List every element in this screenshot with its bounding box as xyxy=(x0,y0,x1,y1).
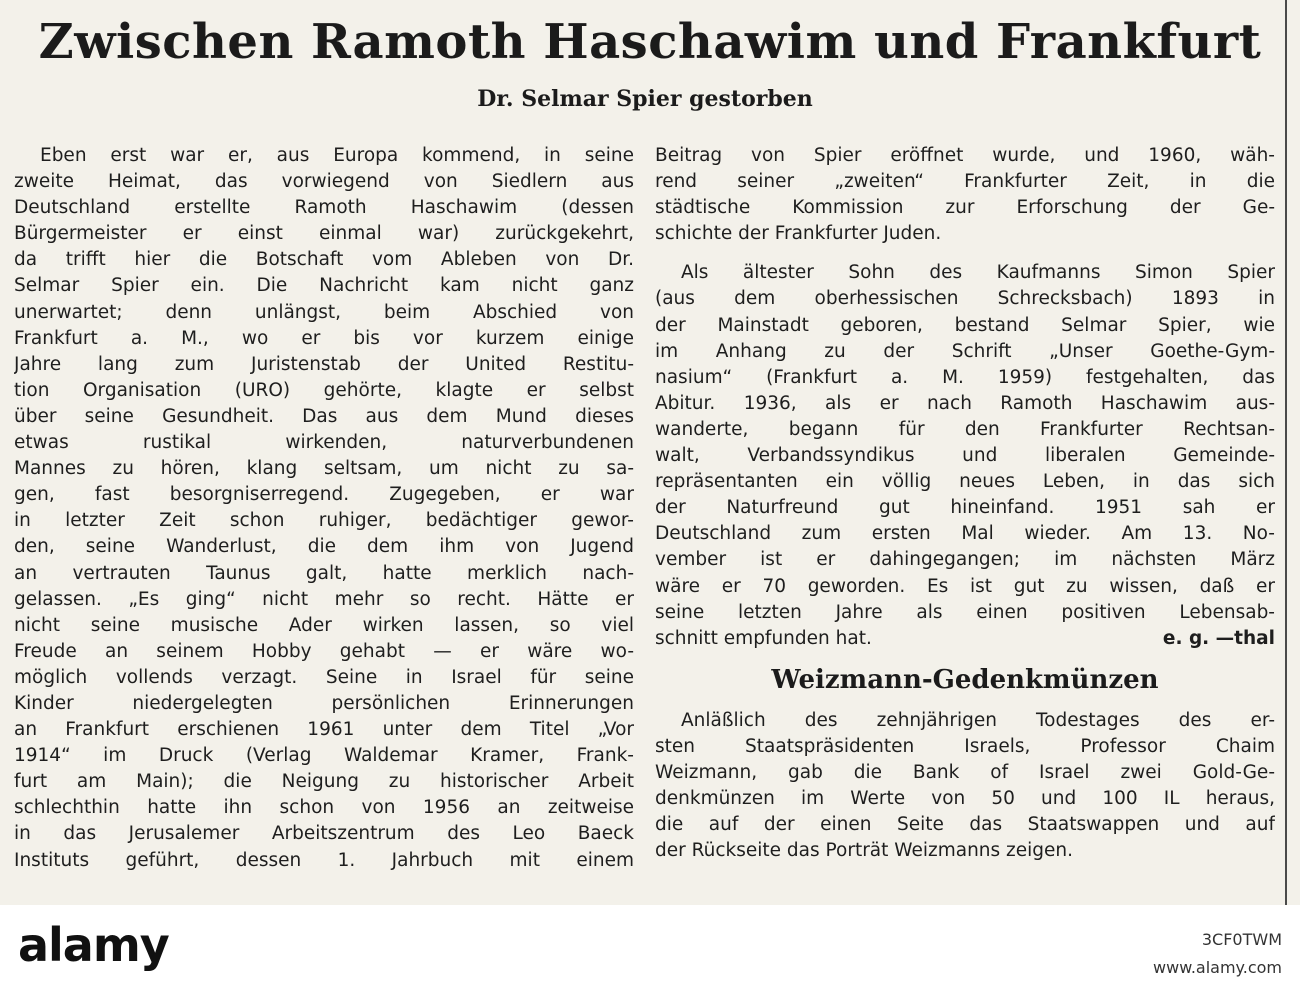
text-line: Kinder niedergelegten persönlichen Erinnerungen xyxy=(14,692,634,714)
text-line: der Mainstadt geboren, bestand Selmar Spier, wie xyxy=(655,314,1275,336)
signature-line xyxy=(655,626,1275,652)
text-line: wäre er 70 geworden. Es ist gut zu wissen, daß er xyxy=(655,575,1275,597)
text-line: Anläßlich des zehnjährigen Todestages des er- xyxy=(681,709,1275,731)
text-line: der Rückseite das Porträt Weizmanns zeigen. xyxy=(655,840,1074,862)
image-id: 3CF0TWM xyxy=(1201,930,1282,949)
text-line: Selmar Spier ein. Die Nachricht kam nicht ganz xyxy=(14,275,634,297)
text-line: etwas rustikal wirkenden, naturverbundenen xyxy=(14,432,634,454)
text-line: Abitur. 1936, als er nach Ramoth Haschawim aus- xyxy=(655,392,1275,414)
text-line: im Anhang zu der Schrift „Unser Goethe-Gym- xyxy=(655,340,1275,362)
sub-article-heading: Weizmann-Gedenkmünzen xyxy=(771,664,1159,695)
text-line: wanderte, begann für den Frankfurter Rechtsan- xyxy=(655,418,1275,440)
text-line: Mannes zu hören, klang seltsam, um nicht zu sa- xyxy=(14,458,634,480)
text-line: tion Organisation (URO) gehörte, klagte er selbst xyxy=(14,379,634,401)
paragraph-gap xyxy=(655,247,1275,260)
text-line: unerwartet; denn unlängst, beim Abschied von xyxy=(14,301,634,323)
text-line: an Frankfurt erschienen 1961 unter dem Titel „Vor xyxy=(14,719,634,741)
text-line: Instituts geführt, dessen 1. Jahrbuch mit einem xyxy=(14,849,634,871)
text-line: da trifft hier die Botschaft vom Ableben von Dr. xyxy=(14,249,634,271)
text-line: Beitrag von Spier eröffnet wurde, und 1960, wäh- xyxy=(655,145,1275,166)
text-line: furt am Main); die Neigung zu historischer Arbeit xyxy=(14,771,634,793)
last-sentence: schnitt empfunden hat. xyxy=(655,627,872,649)
text-line: nasium“ (Frankfurt a. M. 1959) festgehalten, das xyxy=(655,366,1275,388)
text-line: seine letzten Jahre als einen positiven Lebensab- xyxy=(655,601,1275,623)
text-line: 1914“ im Druck (Verlag Waldemar Kramer, Frank- xyxy=(14,745,634,767)
sub-article-body xyxy=(655,708,1275,865)
text-line: Deutschland erstellte Ramoth Haschawim (dessen xyxy=(14,197,634,219)
text-line: sten Staatspräsidenten Israels, Professor Chaim xyxy=(655,735,1275,757)
text-line: den, seine Wanderlust, die dem ihm von Jugend xyxy=(14,536,634,558)
text-line: zweite Heimat, das vorwiegend von Siedlern aus xyxy=(14,171,634,193)
text-line: gen, fast besorgniserregend. Zugegeben, er war xyxy=(14,484,634,506)
text-line: Als ältester Sohn des Kaufmanns Simon Spier xyxy=(681,262,1275,284)
text-line: in das Jerusalemer Arbeitszentrum des Leo Baeck xyxy=(14,823,634,845)
column-rule xyxy=(1285,0,1287,905)
text-line: walt, Verbandssyndikus und liberalen Gemeinde- xyxy=(655,445,1275,467)
text-line: rend seiner „zweiten“ Frankfurter Zeit, in die xyxy=(655,171,1275,193)
author-signature: e. g. —thal xyxy=(1162,627,1275,649)
watermark-footer xyxy=(0,905,1300,995)
text-line: Frankfurt a. M., wo er bis vor kurzem einige xyxy=(14,327,634,349)
site-url: www.alamy.com xyxy=(1153,958,1282,977)
text-line: die auf der einen Seite das Staatswappen und auf xyxy=(655,814,1275,836)
right-column xyxy=(655,143,1275,864)
text-line: Eben erst war er, aus Europa kommend, in seine xyxy=(40,145,634,166)
text-line: schichte der Frankfurter Juden. xyxy=(655,223,942,245)
text-line: Jahre lang zum Juristenstab der United Restitu- xyxy=(14,353,634,375)
text-line: möglich vollends verzagt. Seine in Israel für seine xyxy=(14,666,634,688)
text-line: Bürgermeister er einst einmal war) zurückgekehrt, xyxy=(14,223,634,245)
text-line: gelassen. „Es ging“ nicht mehr so recht. Hätte er xyxy=(14,588,634,610)
left-column xyxy=(14,143,634,874)
text-line: repräsentanten ein völlig neues Leben, in das sich xyxy=(655,471,1275,493)
subheadline: Dr. Selmar Spier gestorben xyxy=(477,86,813,112)
paragraph-continuation xyxy=(655,143,1275,247)
text-line: über seine Gesundheit. Das aus dem Mund dieses xyxy=(14,405,634,427)
text-line: in letzter Zeit schon ruhiger, bedächtiger gewor- xyxy=(14,510,634,532)
text-line: denkmünzen im Werte von 50 und 100 IL heraus, xyxy=(655,788,1275,810)
text-line: an vertrauten Taunus galt, hatte merklich nach- xyxy=(14,562,634,584)
paragraph-biography xyxy=(655,260,1275,625)
text-line: städtische Kommission zur Erforschung der Ge- xyxy=(655,197,1275,219)
alamy-logo: alamy xyxy=(18,918,169,972)
text-line: Weizmann, gab die Bank of Israel zwei Gold-Ge- xyxy=(655,761,1275,783)
text-line: der Naturfreund gut hineinfand. 1951 sah er xyxy=(655,497,1275,519)
text-line: nicht seine musische Ader wirken lassen, so viel xyxy=(14,614,634,636)
text-line: vember ist er dahingegangen; im nächsten März xyxy=(655,549,1275,571)
text-line: schlechthin hatte ihn schon von 1956 an zeitweise xyxy=(14,797,634,819)
text-line: Deutschland zum ersten Mal wieder. Am 13. No- xyxy=(655,523,1275,545)
text-line: Freude an seinem Hobby gehabt — er wäre wo- xyxy=(14,640,634,662)
headline: Zwischen Ramoth Haschawim und Frankfurt xyxy=(38,14,1262,70)
text-line: (aus dem oberhessischen Schrecksbach) 1893 in xyxy=(655,288,1275,310)
